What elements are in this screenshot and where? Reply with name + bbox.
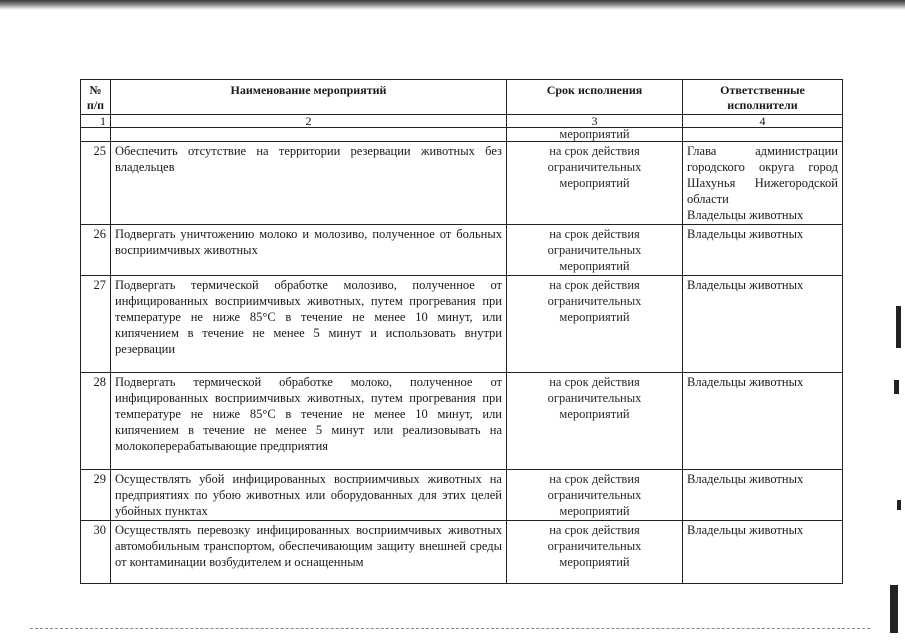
row-resp-line: Владельцы животных xyxy=(687,208,804,222)
scan-artifact-right-3 xyxy=(897,500,901,510)
row-name: Подвергать уничтожению молоко и молозиво, полученное от больных восприимчивых животных xyxy=(111,225,507,276)
col-index-2: 2 xyxy=(111,115,507,128)
header-resp: Ответственные исполнители xyxy=(683,80,843,115)
table-row xyxy=(81,521,843,584)
scan-bottom-noise xyxy=(30,628,870,631)
row-term: на срок действия ограничительных мероприятий xyxy=(507,373,683,470)
row-resp: Владельцы животных xyxy=(683,373,843,470)
header-name: Наименование мероприятий xyxy=(111,80,507,115)
cont-term: мероприятий xyxy=(507,128,683,142)
measures-table xyxy=(80,79,843,584)
header-term: Срок исполнения xyxy=(507,80,683,115)
row-resp: Владельцы животных xyxy=(683,470,843,521)
table-row xyxy=(81,142,843,225)
table-row xyxy=(81,373,843,470)
row-num: 30 xyxy=(81,521,111,584)
row-resp: Владельцы животных xyxy=(683,276,843,373)
scan-artifact-right-1 xyxy=(896,306,901,348)
cont-num xyxy=(81,128,111,142)
continuation-row xyxy=(81,128,843,142)
row-term: на срок действия ограничительных мероприятий xyxy=(507,225,683,276)
row-term: на срок действия ограничительных мероприятий xyxy=(507,276,683,373)
column-index-row xyxy=(81,115,843,128)
row-name: Подвергать термической обработке молоко, полученное от инфицированных восприимчивых животных, путем прогревания при температуре не ниже 85°С в течение не менее 10 минут, или кипячением в течение не менее 5 минут или реализовывать на молокоперерабатывающие предприятия xyxy=(111,373,507,470)
row-num: 25 xyxy=(81,142,111,225)
row-num: 28 xyxy=(81,373,111,470)
scan-top-border xyxy=(0,0,905,10)
scan-artifact-right-4 xyxy=(890,585,898,633)
cont-resp xyxy=(683,128,843,142)
table-row xyxy=(81,276,843,373)
col-index-3: 3 xyxy=(507,115,683,128)
row-num: 26 xyxy=(81,225,111,276)
col-index-4: 4 xyxy=(683,115,843,128)
scan-artifact-right-2 xyxy=(894,380,899,394)
row-num: 27 xyxy=(81,276,111,373)
row-name: Осуществлять убой инфицированных восприимчивых животных на предприятиях по убою животных или оборудованных для этих целей убойных пунктах xyxy=(111,470,507,521)
row-term: на срок действия ограничительных мероприятий xyxy=(507,521,683,584)
row-name: Осуществлять перевозку инфицированных восприимчивых животных автомобильным транспортом, обеспечивающим защиту внешней среды от контаминации возбудителем и оснащенным xyxy=(111,521,507,584)
row-name: Обеспечить отсутствие на территории резервации животных без владельцев xyxy=(111,142,507,225)
header-num: № п/п xyxy=(81,80,111,115)
row-term: на срок действия ограничительных мероприятий xyxy=(507,470,683,521)
row-name: Подвергать термической обработке молозиво, полученное от инфицированных восприимчивых животных, путем прогревания при температуре не ниже 85°С в течение не менее 10 минут, или кипячением в течение не менее 5 минут и использовать внутри резервации xyxy=(111,276,507,373)
row-resp xyxy=(683,142,843,225)
row-resp: Владельцы животных xyxy=(683,225,843,276)
table-row xyxy=(81,470,843,521)
row-num: 29 xyxy=(81,470,111,521)
cont-name xyxy=(111,128,507,142)
table-header-row xyxy=(81,80,843,115)
table-row xyxy=(81,225,843,276)
row-term: на срок действия ограничительных мероприятий xyxy=(507,142,683,225)
row-resp: Владельцы животных xyxy=(683,521,843,584)
col-index-1: 1 xyxy=(81,115,111,128)
row-resp-line: Глава администрации городского округа город Шахунья Нижегородской области xyxy=(687,144,838,206)
